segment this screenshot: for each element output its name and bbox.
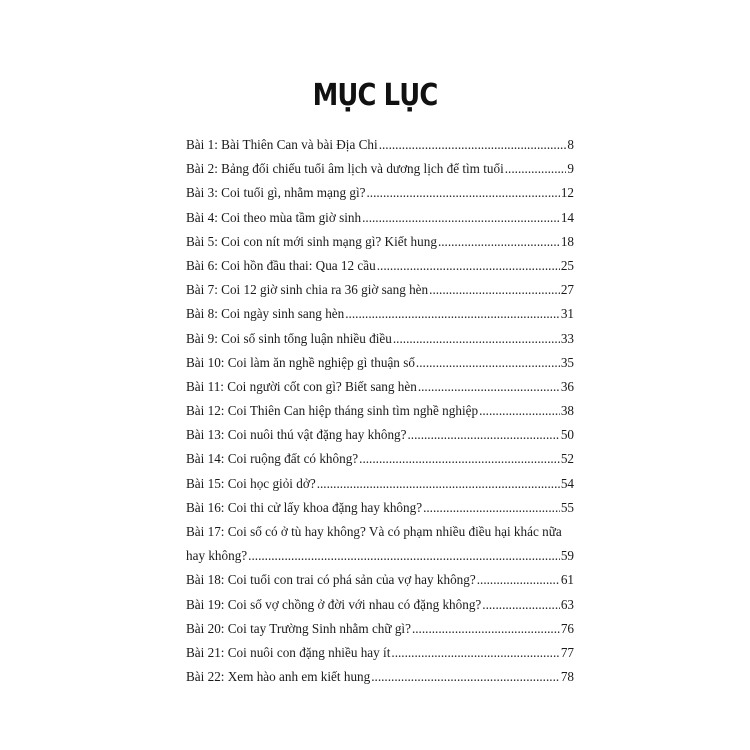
toc-page-number: 52 xyxy=(560,451,574,467)
toc-page-number: 55 xyxy=(560,499,574,515)
toc-page-number: 8 xyxy=(567,137,574,152)
toc-page-number: 25 xyxy=(560,257,574,273)
toc-entry-label: Bài 8: Coi ngày sinh sang hèn xyxy=(186,306,345,322)
toc-entry-16 xyxy=(186,496,574,520)
toc-leader-dots xyxy=(482,593,560,617)
toc-leader-dots xyxy=(412,617,560,641)
toc-entry-12 xyxy=(186,399,574,423)
toc-page-number: 18 xyxy=(560,233,574,249)
toc-page-number: 12 xyxy=(560,185,574,201)
toc-entry-label: Bài 3: Coi tuổi gì, nhằm mạng gì? xyxy=(186,185,366,201)
toc-entry-10 xyxy=(186,351,574,375)
toc-page-number: 14 xyxy=(560,209,574,225)
toc-leader-dots xyxy=(418,375,560,399)
toc-entry-5 xyxy=(186,230,574,254)
toc-page-number: 35 xyxy=(560,354,574,370)
toc-page-number: 27 xyxy=(560,282,574,298)
toc-leader-dots xyxy=(345,302,560,326)
toc-entry-17-line-2 xyxy=(186,544,574,568)
toc-entry-18 xyxy=(186,568,574,592)
toc-leader-dots xyxy=(391,641,559,665)
toc-page-number: 9 xyxy=(567,161,574,177)
page-title: MỤC LỤC xyxy=(312,78,438,113)
table-of-contents xyxy=(186,133,574,689)
toc-entry-label: Bài 10: Coi làm ăn nghề nghiệp gì thuận số xyxy=(186,354,415,370)
toc-leader-dots xyxy=(479,399,560,423)
toc-entry-label: Bài 22: Xem hào anh em kiết hung xyxy=(186,669,371,685)
toc-entry-label: Bài 17: Coi số có ở tù hay không? Và có phạm nhiều điều hại khác nữa xyxy=(186,524,562,539)
toc-page-number: 33 xyxy=(560,330,574,346)
toc-entry-label: Bài 12: Coi Thiên Can hiệp tháng sinh tìm nghề nghiệp xyxy=(186,403,479,419)
toc-leader-dots xyxy=(317,472,560,496)
toc-page-number: 76 xyxy=(560,620,574,636)
toc-page-number: 54 xyxy=(560,475,574,491)
toc-page-number: 59 xyxy=(560,548,574,564)
toc-leader-dots xyxy=(379,133,567,157)
toc-entry-label: Bài 2: Bảng đối chiếu tuổi âm lịch và dương lịch để tìm tuổi xyxy=(186,161,504,177)
toc-page-number: 50 xyxy=(560,427,574,443)
toc-leader-dots xyxy=(429,278,560,302)
toc-entry-13 xyxy=(186,423,574,447)
toc-entry-4 xyxy=(186,206,574,230)
toc-entry-8 xyxy=(186,302,574,326)
toc-entry-2 xyxy=(186,157,574,181)
toc-entry-label: Bài 7: Coi 12 giờ sinh chia ra 36 giờ sang hèn xyxy=(186,282,429,298)
toc-entry-11 xyxy=(186,375,574,399)
toc-entry-15 xyxy=(186,472,574,496)
toc-entry-14 xyxy=(186,447,574,471)
toc-page-number: 78 xyxy=(560,669,574,685)
toc-entry-label: Bài 20: Coi tay Trường Sinh nhằm chữ gì? xyxy=(186,620,411,636)
toc-entry-19 xyxy=(186,593,574,617)
toc-entry-label: Bài 9: Coi số sinh tổng luận nhiều điều xyxy=(186,330,392,346)
toc-leader-dots xyxy=(423,496,560,520)
toc-entry-label: Bài 19: Coi số vợ chồng ở đời với nhau có đặng không? xyxy=(186,596,482,612)
toc-entry-label: Bài 11: Coi người cốt con gì? Biết sang hèn xyxy=(186,378,417,394)
toc-entry-6 xyxy=(186,254,574,278)
toc-leader-dots xyxy=(362,206,560,230)
toc-leader-dots xyxy=(438,230,560,254)
toc-page-number: 38 xyxy=(560,403,574,419)
toc-entry-label: Bài 14: Coi ruộng đất có không? xyxy=(186,451,359,467)
toc-page-number: 63 xyxy=(560,596,574,612)
toc-leader-dots xyxy=(359,447,560,471)
toc-page-number: 61 xyxy=(560,572,574,588)
toc-page-number: 31 xyxy=(560,306,574,322)
toc-leader-dots xyxy=(248,544,560,568)
toc-entry-22 xyxy=(186,665,574,689)
toc-leader-dots xyxy=(393,327,560,351)
toc-leader-dots xyxy=(477,568,560,592)
toc-entry-17-line-1 xyxy=(186,520,574,544)
toc-leader-dots xyxy=(505,157,567,181)
toc-leader-dots xyxy=(377,254,560,278)
toc-page-number: 36 xyxy=(560,378,574,394)
toc-leader-dots xyxy=(366,181,559,205)
toc-entry-3 xyxy=(186,181,574,205)
toc-entry-label: Bài 15: Coi học giỏi dở? xyxy=(186,475,316,491)
toc-leader-dots xyxy=(408,423,560,447)
toc-entry-21 xyxy=(186,641,574,665)
toc-entry-label: Bài 13: Coi nuôi thú vật đặng hay không? xyxy=(186,427,407,443)
toc-leader-dots xyxy=(371,665,560,689)
toc-entry-label: Bài 4: Coi theo mùa tầm giờ sinh xyxy=(186,209,362,225)
toc-entry-label: Bài 1: Bài Thiên Can và bài Địa Chi xyxy=(186,137,378,152)
toc-entry-label: Bài 5: Coi con nít mới sinh mạng gì? Kiết hung xyxy=(186,233,437,249)
toc-entry-label-continued: hay không? xyxy=(186,548,248,564)
toc-entry-label: Bài 18: Coi tuổi con trai có phá sản của vợ hay không? xyxy=(186,572,476,588)
toc-entry-7 xyxy=(186,278,574,302)
toc-entry-9 xyxy=(186,327,574,351)
toc-entry-20 xyxy=(186,617,574,641)
toc-entry-1 xyxy=(186,133,574,157)
toc-page-number: 77 xyxy=(560,644,574,660)
toc-leader-dots xyxy=(416,351,560,375)
toc-entry-label: Bài 16: Coi thi cử lấy khoa đặng hay không? xyxy=(186,499,423,515)
toc-entry-label: Bài 21: Coi nuôi con đặng nhiều hay ít xyxy=(186,644,391,660)
toc-entry-label: Bài 6: Coi hồn đầu thai: Qua 12 cầu xyxy=(186,257,376,273)
